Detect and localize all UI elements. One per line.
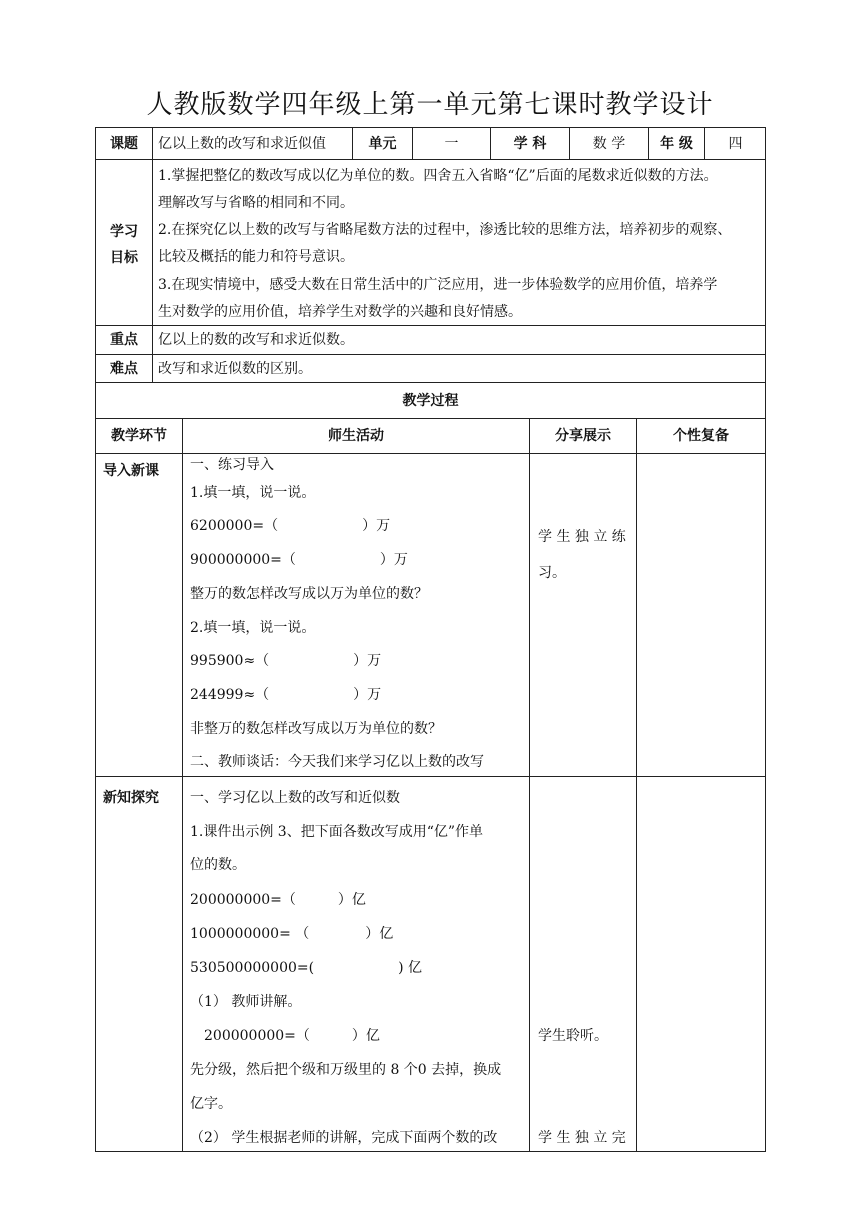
explore-line: 位的数。 xyxy=(190,857,246,873)
explore-share-cell xyxy=(529,776,637,1152)
explore-line: （2） 学生根据老师的讲解，完成下面两个数的改 xyxy=(190,1130,498,1146)
explore-share-line2: 学 生 独 立 完 xyxy=(538,1130,626,1146)
subject-value: 数 学 xyxy=(592,136,626,152)
header-notes: 个性复备 xyxy=(673,428,729,444)
goals-label-cell xyxy=(95,159,153,326)
header-activity: 师生活动 xyxy=(328,428,384,444)
intro-line: 非整万的数怎样改写成以万为单位的数？ xyxy=(190,721,442,737)
goal-line: 1.掌握把整亿的数改写成以亿为单位的数。四舍五入省略“亿”后面的尾数求近似数的方法。 xyxy=(158,168,718,184)
unit-label: 单元 xyxy=(368,136,397,152)
intro-line: 二、教师谈话：今天我们来学习亿以上数的改写 xyxy=(190,754,484,770)
goals-label-line1: 学习 xyxy=(110,224,138,240)
topic-label: 课题 xyxy=(110,136,138,152)
explore-share-line1: 学生聆听。 xyxy=(538,1028,608,1044)
explore-line: 200000000=（ ）亿 xyxy=(190,1028,380,1044)
intro-line: 2.填一填，说一说。 xyxy=(190,620,316,636)
subject-label: 学 科 xyxy=(513,136,547,152)
intro-line: 一、练习导入 xyxy=(190,457,274,473)
intro-stage-cell xyxy=(95,453,183,777)
document-title: 人教版数学四年级上第一单元第七课时教学设计 xyxy=(146,90,714,120)
difficulty-value: 改写和求近似数的区别。 xyxy=(158,361,312,377)
intro-share-line1: 学 生 独 立 练 xyxy=(538,529,626,545)
grade-value: 四 xyxy=(728,136,743,152)
explore-line: （1） 教师讲解。 xyxy=(190,994,302,1010)
topic-value: 亿以上数的改写和求近似值 xyxy=(158,136,326,152)
goal-line: 3.在现实情境中，感受大数在日常生活中的广泛应用，进一步体验数学的应用价值，培养学 xyxy=(158,277,718,293)
unit-value: 一 xyxy=(444,136,459,152)
goal-line: 2.在探究亿以上数的改写与省略尾数方法的过程中，渗透比较的思维方法，培养初步的观察、 xyxy=(158,222,732,238)
header-share: 分享展示 xyxy=(555,428,611,444)
explore-stage: 新知探究 xyxy=(103,790,159,806)
intro-line: 900000000=（ ）万 xyxy=(190,552,408,568)
grade-label: 年 级 xyxy=(660,136,693,152)
header-stage: 教学环节 xyxy=(111,428,167,444)
explore-line: 1.课件出示例 3、把下面各数改写成用“亿”作单 xyxy=(190,824,484,840)
key-point-label: 重点 xyxy=(110,332,138,348)
intro-line: 6200000=（ ）万 xyxy=(190,518,391,534)
goals-label-line2: 目标 xyxy=(110,250,138,266)
goal-line: 理解改写与省略的相同和不同。 xyxy=(158,195,354,211)
explore-line: 530500000000=( ) 亿 xyxy=(190,960,422,976)
explore-line: 200000000=（ ）亿 xyxy=(190,892,366,908)
key-point-value: 亿以上的数的改写和求近似数。 xyxy=(158,332,354,348)
goal-line: 生对数学的应用价值，培养学生对数学的兴趣和良好情感。 xyxy=(158,304,522,320)
intro-line: 整万的数怎样改写成以万为单位的数？ xyxy=(190,586,428,602)
explore-line: 一、学习亿以上数的改写和近似数 xyxy=(190,790,400,806)
intro-line: 1.填一填，说一说。 xyxy=(190,485,316,501)
explore-line: 先分级，然后把个级和万级里的 8 个0 去掉，换成 xyxy=(190,1062,502,1078)
intro-stage: 导入新课 xyxy=(103,463,159,479)
difficulty-label: 难点 xyxy=(110,361,138,377)
intro-share-cell xyxy=(529,453,637,777)
process-heading: 教学过程 xyxy=(402,393,459,409)
explore-line: 亿字。 xyxy=(190,1096,232,1112)
explore-line: 1000000000= （ ）亿 xyxy=(190,926,394,942)
intro-share-line2: 习。 xyxy=(538,565,566,581)
intro-line: 995900≈（ ）万 xyxy=(190,653,382,669)
goal-line: 比较及概括的能力和符号意识。 xyxy=(158,249,354,265)
intro-line: 244999≈（ ）万 xyxy=(190,687,382,703)
explore-stage-cell xyxy=(95,776,183,1152)
